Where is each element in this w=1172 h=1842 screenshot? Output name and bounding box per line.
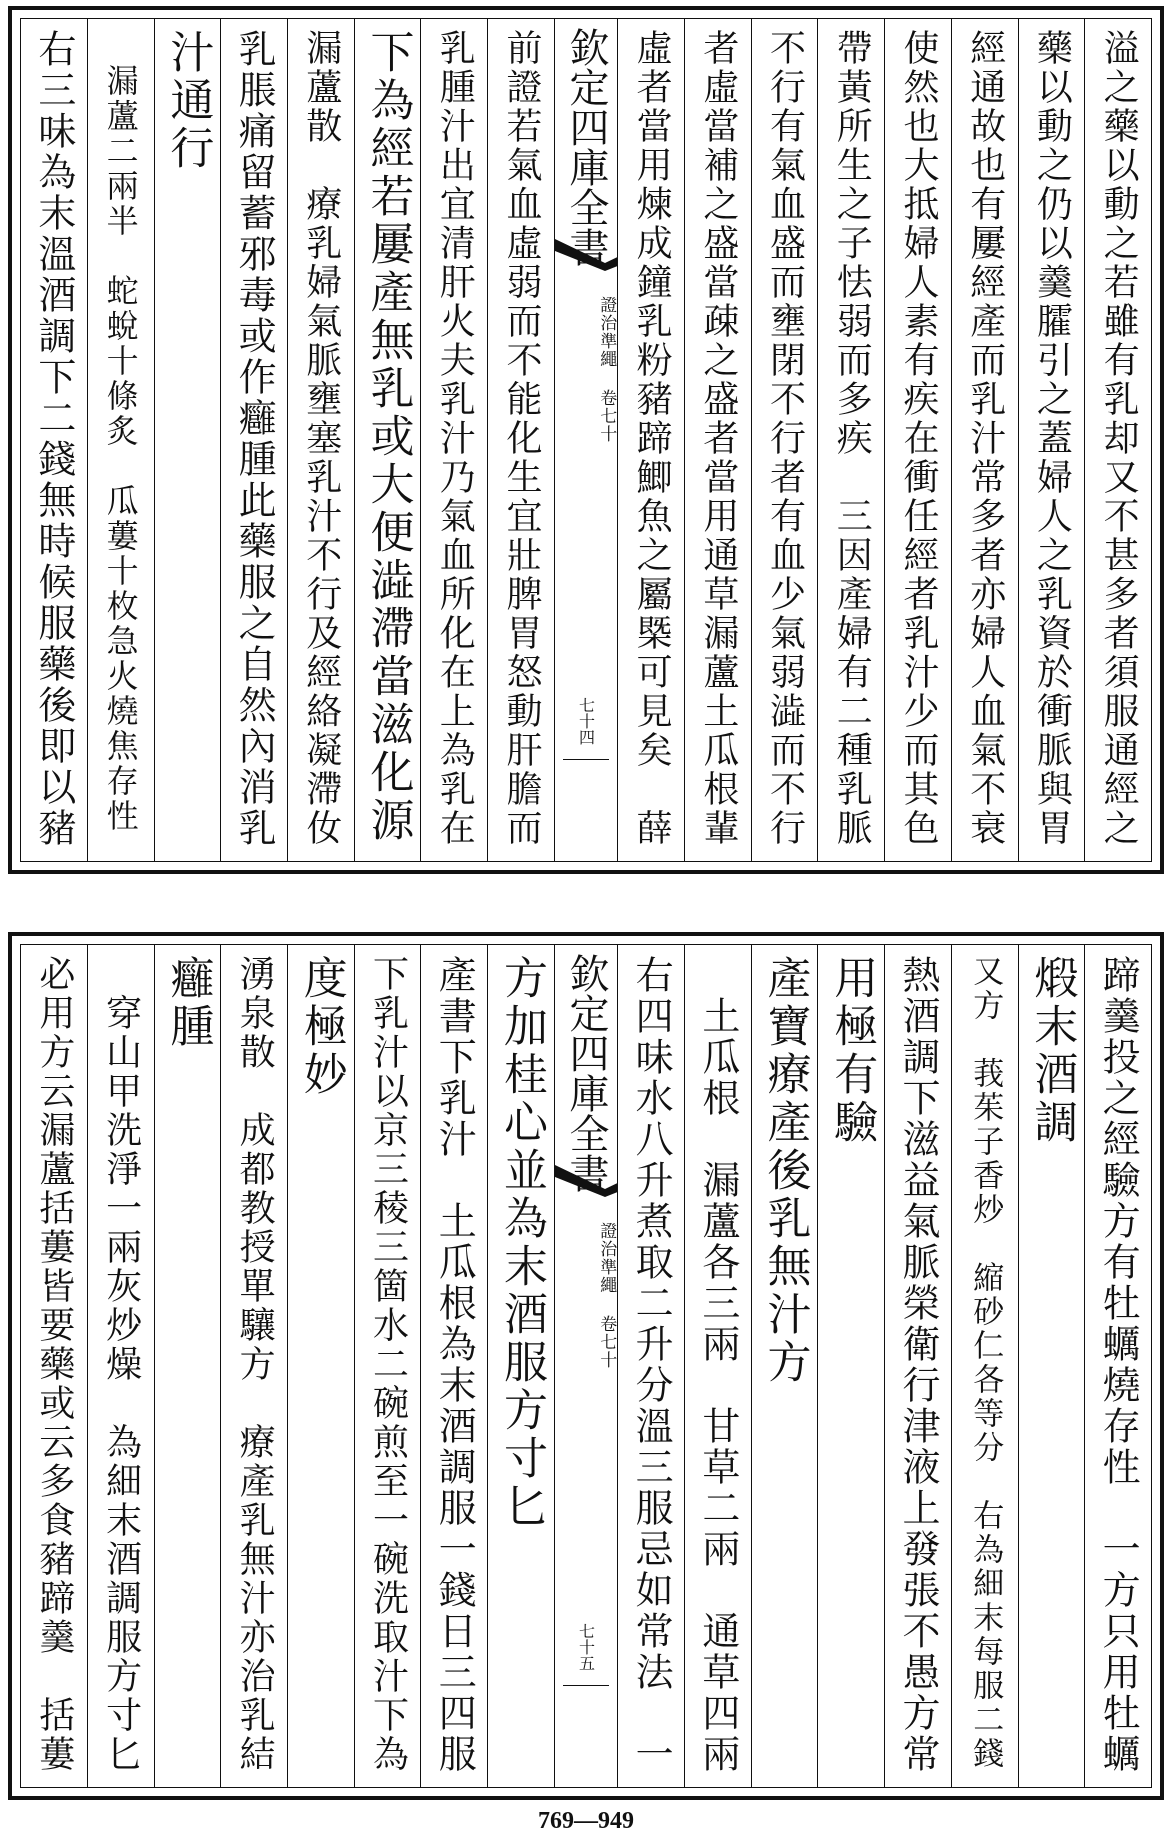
column-text: 溢之藥以動之若雖有乳却又不甚多者須服通經之 (1098, 29, 1140, 848)
text-column (220, 19, 287, 861)
column-text: 藥以動之仍以羹臛引之蓋婦人之乳資於衝脈與胃 (1031, 29, 1073, 848)
column-text: 煅末酒調 (1026, 955, 1078, 1147)
text-column (1084, 945, 1151, 1787)
column-text: 用極有驗 (826, 955, 878, 1147)
column-text: 汁通行 (162, 29, 214, 173)
text-column (87, 945, 154, 1787)
column-text: 湧泉散 成都教授單驤方 療產乳無汁亦治乳結 (234, 955, 276, 1774)
text-column (220, 945, 287, 1787)
text-column (1018, 945, 1085, 1787)
column-text: 蹄羹投之經驗方有牡蠣燒存性 一方只用牡蠣 (1096, 955, 1141, 1775)
column-text: 產寶療產後乳無汁方 (759, 955, 811, 1387)
page-top (8, 6, 1164, 874)
text-column (21, 945, 87, 1787)
column-text: 乳脹痛留蓄邪毒或作癰腫此藥服之自然內消乳 (232, 29, 277, 849)
column-text: 漏蘆散 療乳婦氣脈壅塞乳汁不行及經絡凝滯㚢 (300, 29, 342, 848)
gutter-subtitle: 證治準繩 卷七十 (596, 295, 617, 443)
text-column (21, 19, 87, 861)
page-number-footer: 769—949 (538, 1808, 634, 1834)
text-column (487, 945, 554, 1787)
text-column (684, 19, 751, 861)
text-column (87, 19, 154, 861)
text-column (354, 945, 421, 1787)
text-column (487, 19, 554, 861)
column-text: 右四味水八升煮取二升分溫三服忌如常法 一 (629, 955, 674, 1775)
text-column (951, 945, 1018, 1787)
text-column (617, 19, 684, 861)
folio-number: 七十四 (563, 697, 609, 760)
column-text: 者虛當補之盛當疎之盛者當用通草漏蘆土瓜根輩 (697, 29, 739, 848)
text-column (354, 19, 421, 861)
fish-tail-icon (555, 1163, 617, 1197)
gutter-title: 欽定四庫全書 (563, 953, 610, 1193)
column-text: 使然也大抵婦人素有疾在衝任經者乳汁少而其色 (897, 29, 939, 848)
column-text: 漏蘆二兩半 蛇蛻十條炙 瓜蔞十枚急火燒焦存性 (101, 29, 140, 834)
text-column (154, 19, 221, 861)
text-column (420, 19, 487, 861)
text-column (617, 945, 684, 1787)
column-text: 帶黃所生之子怯弱而多疾 三因產婦有二種乳脈 (831, 29, 873, 848)
gutter-title: 欽定四庫全書 (563, 27, 610, 267)
column-text: 前證若氣血虛弱而不能化生宜壯脾胃怒動肝膽而 (500, 29, 542, 848)
text-column (817, 19, 884, 861)
fish-tail-icon (555, 237, 617, 271)
column-text: 下為經若屢產無乳或大便澁滯當滋化源 (362, 29, 414, 845)
text-column (751, 19, 818, 861)
column-text: 土瓜根 漏蘆各三兩 甘草二兩 通草四兩 (695, 955, 740, 1775)
text-block (20, 18, 1152, 862)
text-column (287, 19, 354, 861)
column-text: 乳腫汁出宜清肝火夫乳汁乃氣血所化在上為乳在 (434, 29, 476, 848)
text-column (684, 945, 751, 1787)
page-bottom (8, 932, 1164, 1800)
text-column (1084, 19, 1151, 861)
column-text: 又方 莪茱子香炒 縮砂仁各等分 右為細末每服二錢 (967, 955, 1004, 1771)
text-column (817, 945, 884, 1787)
center-gutter (554, 19, 617, 861)
column-text: 必用方云漏蘆括蔞皆要藥或云多食豬蹄羹 括蔞 (33, 955, 75, 1774)
gutter-subtitle: 證治準繩 卷七十 (596, 1221, 617, 1369)
column-text: 下乳汁以京三稜三箇水二碗煎至一碗洗取汁下為 (367, 955, 409, 1774)
column-text: 方加桂心並為末酒服方寸匕 (495, 955, 547, 1531)
column-text: 不行有氣血盛而壅閉不行者有血少氣弱澁而不行 (764, 29, 806, 848)
column-text: 經通故也有屢經產而乳汁常多者亦婦人血氣不衰 (964, 29, 1006, 848)
folio-number: 七十五 (563, 1623, 609, 1686)
column-text: 癰腫 (162, 955, 214, 1051)
column-text: 產書下乳汁 土瓜根為末酒調服一錢日三四服 (432, 955, 477, 1775)
text-column (884, 19, 951, 861)
center-gutter (554, 945, 617, 1787)
text-column (420, 945, 487, 1787)
text-column (884, 945, 951, 1787)
column-text: 熱酒調下滋益氣脈榮衛行津液上發張不愚方常 (895, 955, 940, 1775)
column-text: 虛者當用煉成鐘乳粉豬蹄鯽魚之屬槩可見矣 薛 (631, 29, 673, 848)
text-block (20, 944, 1152, 1788)
text-column (951, 19, 1018, 861)
text-column (751, 945, 818, 1787)
text-column (287, 945, 354, 1787)
column-text: 右三味為末溫酒調下二錢無時候服藥後即以豬 (31, 29, 76, 849)
column-text: 穿山甲洗淨一兩灰炒燥 為細末酒調服方寸匕 (100, 955, 142, 1774)
text-column (1018, 19, 1085, 861)
text-column (154, 945, 221, 1787)
column-text: 度極妙 (295, 955, 347, 1099)
